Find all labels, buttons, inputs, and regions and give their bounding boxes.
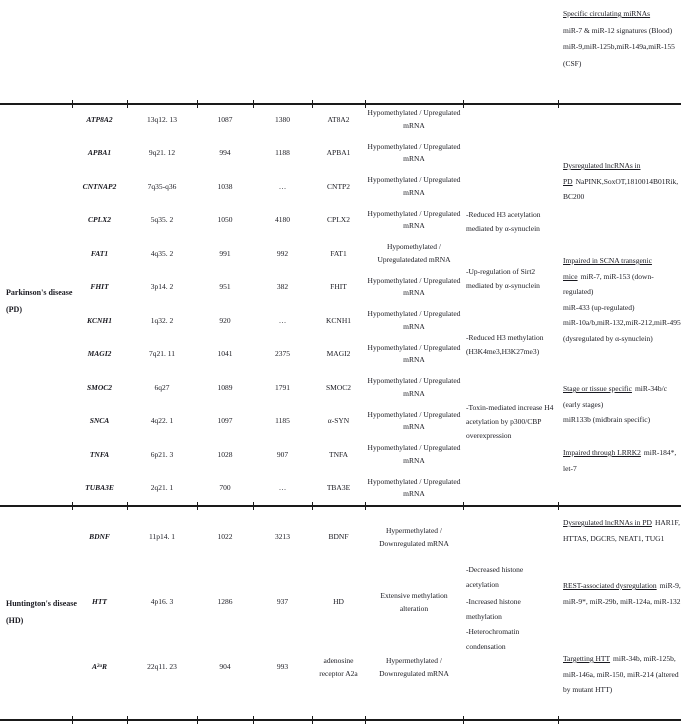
locus-cell: 6q27 (154, 382, 170, 392)
gene-cell: KCNH1 (86, 315, 112, 325)
column-tick (72, 716, 73, 724)
methylation-cell: Extensive methylation alteration (380, 591, 448, 613)
rna-note-group: REST-associated dysregulation miR-9, miR-9*, miR-29b, miR-124a, miR-132 (563, 581, 681, 606)
protein-cell: MAGI2 (326, 349, 351, 358)
gene-cell: TUBA3E (85, 483, 114, 492)
locus-cell: 4q22. 1 (150, 416, 174, 425)
value-cell: 4180 (275, 215, 290, 224)
methylation-cell: Hypomethylated / Upregulated mRNA (367, 409, 461, 432)
disease-label-huntingtons: Huntington's disease (HD) (6, 599, 77, 625)
histone-note: -Reduced H3 acetylation mediated by α-synuclein (466, 210, 541, 233)
protein-cell: CPLX2 (327, 215, 350, 224)
value-cell: 937 (276, 597, 289, 607)
column-tick (463, 502, 464, 510)
column-tick (558, 100, 559, 108)
value-cell: 991 (219, 248, 231, 258)
value-cell: 1022 (217, 532, 233, 542)
pd-rna-column (563, 103, 681, 505)
pd-gene-table (72, 103, 463, 505)
value-cell: 1038 (217, 181, 233, 191)
methylation-cell: Hypomethylated / Upregulated mRNA (367, 476, 461, 499)
gene-cell: BDNF (89, 532, 110, 542)
column-tick (365, 716, 366, 724)
value-cell: … (278, 483, 287, 492)
protein-cell: SMOC2 (325, 382, 351, 392)
rna-note-line: miR-9,miR-125b,miR-149a,miR-155 (CSF) (563, 42, 675, 68)
gene-cell: SNCA (89, 416, 110, 425)
column-tick (197, 716, 198, 724)
locus-cell: 4p16. 3 (150, 597, 174, 607)
value-cell: 907 (276, 449, 289, 459)
locus-cell: 22q11. 23 (147, 662, 177, 672)
protein-cell: KCNH1 (325, 315, 351, 325)
locus-cell: 6p21. 3 (150, 449, 174, 459)
histone-note: -Up-regulation of Sirt2 mediated by α-synuclein (466, 267, 540, 290)
rna-note-group: Impaired in SCNA transgenic mice miR-7, miR-153 (down-regulated) miR-433 (up-regulated) miR-10a/b,miR-132,miR-212,miR-495 (dysregulated by α-synuclein) (563, 256, 681, 343)
rna-note-group: Dysregulated lncRNAs in PD NaPINK,SoxOT,1810014B01Rik,BC200 (563, 161, 679, 201)
gene-cell: TNFA (89, 449, 110, 459)
protein-cell: APBA1 (326, 148, 351, 157)
column-tick (127, 716, 128, 724)
methylation-cell: Hypomethylated / Upregulated mRNA (367, 141, 461, 164)
rna-note-title: Specific circulating miRNAs (563, 9, 651, 18)
value-cell: 700 (219, 483, 231, 492)
gene-cell: CPLX2 (88, 215, 111, 224)
value-cell: 920 (219, 315, 231, 325)
methylation-cell: Hypomethylated / Upregulated mRNA (367, 108, 461, 130)
value-cell: 1791 (275, 382, 290, 392)
column-tick (558, 502, 559, 510)
methylation-cell: Hypomethylated / Upregulated mRNA (367, 376, 461, 398)
rna-note-group: Stage or tissue specific miR-34b/c (early stages) miR133b (midbrain specific) (563, 384, 668, 424)
protein-cell: BDNF (328, 532, 349, 542)
value-cell: 382 (276, 282, 289, 291)
value-cell: 1097 (217, 416, 233, 425)
methylation-cell: Hypomethylated / Upregulated mRNA (367, 342, 461, 365)
hd-rna-column (563, 505, 681, 719)
gene-cell: SMOC2 (86, 382, 112, 392)
locus-cell: 7q35-q36 (147, 181, 177, 191)
histone-note: -Reduced H3 methylation (H3K4me3,H3K27me3) (466, 333, 544, 356)
pd-histone-column (466, 103, 558, 505)
gene-cell: FHIT (90, 282, 109, 291)
protein-cell: FHIT (330, 282, 347, 291)
methylation-cell: Hypomethylated / Upregulated mRNA (367, 443, 461, 465)
rna-note-line: miR-7 & miR-12 signatures (Blood) (563, 25, 673, 35)
hd-gene-table (72, 505, 463, 700)
value-cell: 1087 (217, 114, 233, 124)
disease-label-parkinsons: Parkinson's disease (PD) (6, 288, 73, 314)
column-tick (463, 100, 464, 108)
protein-cell: TBA3E (326, 483, 351, 492)
gene-cell-a2ar: A 2a R (72, 635, 127, 700)
value-cell: 1380 (275, 114, 290, 124)
gene-cell: FAT1 (90, 248, 109, 258)
methylation-cell: Hypermethylated / Downregulated mRNA (379, 656, 449, 678)
column-tick (312, 716, 313, 724)
value-cell: 1050 (217, 215, 233, 224)
hd-histone-column (466, 505, 558, 719)
protein-cell: AT8A2 (327, 114, 350, 124)
methylation-cell: Hypomethylated / Upregulated mRNA (367, 175, 461, 197)
gene-cell: HTT (92, 597, 107, 607)
methylation-cell: Hypermethylated / Downregulated mRNA (379, 526, 449, 548)
value-cell: 994 (219, 148, 231, 157)
circulating-mirnas-cell (563, 6, 681, 72)
protein-cell: adenosine receptor A2a (319, 656, 358, 678)
column-tick (463, 716, 464, 724)
protein-cell: CNTP2 (327, 181, 350, 191)
protein-cell: α-SYN (327, 416, 350, 425)
locus-cell: 9q21. 12 (148, 148, 176, 157)
locus-cell: 3p14. 2 (150, 282, 174, 291)
methylation-cell: Hypomethylated / Upregulatedated mRNA (377, 242, 451, 264)
rna-note-group: Dysregulated lncRNAs in PD HAR1F, HTTAS, DGCR5, NEAT1, TUG1 (563, 518, 680, 543)
histone-note: -Decreased histone acetylation (466, 565, 524, 589)
value-cell: 1041 (217, 349, 233, 358)
rna-note-group: Targetting HTT miR-34b, miR-125b, miR-146a, miR-150, miR-214 (altered by mutant HTT) (563, 654, 679, 694)
locus-cell: 4q35. 2 (150, 248, 174, 258)
value-cell: 2375 (275, 349, 290, 358)
value-cell: … (278, 315, 287, 325)
locus-cell: 13q12. 13 (147, 114, 177, 124)
protein-cell: TNFA (328, 449, 349, 459)
column-tick (253, 716, 254, 724)
locus-cell: 11p14. 1 (149, 532, 175, 542)
locus-cell: 1q32. 2 (150, 315, 174, 325)
value-cell: 3213 (275, 532, 290, 542)
value-cell: 904 (219, 662, 231, 672)
value-cell: 992 (276, 248, 289, 258)
protein-cell: FAT1 (330, 248, 347, 258)
gene-cell: MAGI2 (87, 349, 112, 358)
value-cell: 1185 (275, 416, 290, 425)
value-cell: 1188 (275, 148, 290, 157)
column-tick (558, 716, 559, 724)
methylation-cell: Hypomethylated / Upregulated mRNA (367, 309, 461, 331)
locus-cell: 5q35. 2 (150, 215, 174, 224)
value-cell: … (278, 181, 287, 191)
histone-note: -Toxin-mediated increase H4 acetylation by p300/CBP overexpression (466, 403, 554, 440)
histone-note: -Increased histone methylation (466, 597, 521, 621)
gene-subscript: 2a (97, 664, 102, 670)
methylation-cell: Hypomethylated / Upregulated mRNA (367, 208, 461, 231)
protein-cell: HD (333, 597, 344, 607)
value-cell: 951 (219, 282, 231, 291)
value-cell: 993 (276, 662, 289, 672)
locus-cell: 7q21. 11 (149, 349, 175, 358)
rna-note-group: Impaired through LRRK2 miR-184*, let-7 (563, 448, 677, 473)
methylation-cell: Hypomethylated / Upregulated mRNA (367, 275, 461, 298)
table-rule-bottom (0, 719, 681, 721)
locus-cell: 2q21. 1 (150, 483, 174, 492)
value-cell: 1028 (217, 449, 233, 459)
histone-note: -Heterochromatin condensation (466, 627, 520, 651)
gene-cell: CNTNAP2 (82, 181, 117, 191)
gene-cell: ATP8A2 (86, 114, 113, 124)
gene-cell: APBA1 (87, 148, 112, 157)
value-cell: 1286 (217, 597, 233, 607)
value-cell: 1089 (217, 382, 233, 392)
